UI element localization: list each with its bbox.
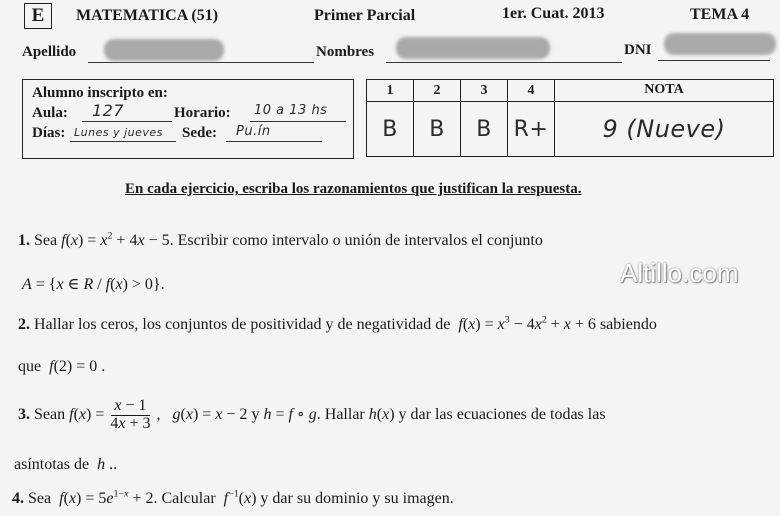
dni-redaction bbox=[664, 33, 776, 55]
exercise-3-text-e: asíntotas de bbox=[14, 456, 90, 473]
grade-header-1: 1 bbox=[367, 80, 414, 102]
exercise-2 bbox=[18, 316, 657, 334]
nombres-line bbox=[386, 62, 622, 63]
exercise-2-text-a: Hallar los ceros, los conjuntos de positividad y de negatividad de bbox=[34, 316, 451, 333]
exercise-1 bbox=[18, 232, 543, 250]
exercise-3-h: h .. bbox=[93, 456, 118, 473]
exercise-2-line-2 bbox=[18, 358, 105, 376]
exercise-4-number: 4. bbox=[12, 490, 24, 507]
dias-line bbox=[70, 141, 176, 142]
exercise-4-text-b: . Calcular bbox=[153, 490, 216, 507]
apellido-label: Apellido bbox=[22, 44, 77, 60]
exercise-3-function-g: g(x) = x − 2 bbox=[172, 405, 248, 423]
exam-name: Primer Parcial bbox=[314, 7, 416, 24]
watermark: Altillo.com bbox=[620, 258, 739, 288]
aula-label: Aula: bbox=[32, 105, 68, 121]
nombres-redaction bbox=[396, 37, 550, 59]
horario-line bbox=[250, 121, 346, 122]
exercise-3-text-c: . Hallar bbox=[316, 405, 365, 423]
nombres-label: Nombres bbox=[316, 44, 375, 60]
exercise-1-set: A = {x ∈ R / f(x) > 0}. bbox=[22, 276, 165, 293]
exercise-2-condition: f(2) = 0 . bbox=[45, 358, 106, 375]
dias-label: Días: bbox=[32, 125, 66, 141]
aula-value: 127 bbox=[92, 101, 125, 120]
exercise-3-text-d: y dar las ecuaciones de todas las bbox=[398, 405, 606, 423]
apellido-line bbox=[88, 62, 314, 63]
nota-value: 9 (Nueve) bbox=[555, 102, 774, 157]
exercise-4-text-c: y dar su dominio y su imagen. bbox=[260, 490, 454, 507]
exercise-2-text-c: que bbox=[18, 358, 42, 375]
exercise-1-function: $f(x) = x^2 + 4x - 5$ bbox=[61, 230, 170, 249]
horario-label: Horario: bbox=[174, 105, 231, 121]
exercise-4-inverse: $f^{-1}(x)$ bbox=[219, 488, 257, 507]
sede-label: Sede: bbox=[182, 125, 217, 141]
grades-table bbox=[366, 79, 774, 157]
sede-line bbox=[226, 141, 322, 142]
grade-value-1: B bbox=[367, 102, 414, 157]
grade-value-2: B bbox=[414, 102, 461, 157]
grade-header-2: 2 bbox=[414, 80, 461, 102]
enrollment-title: Alumno inscripto en: bbox=[32, 85, 168, 101]
exercise-2-function: $f(x) = x^3 - 4x^2 + x + 6$ bbox=[454, 314, 596, 333]
exam-term: 1er. Cuat. 2013 bbox=[502, 5, 605, 22]
exercise-1-text-b: . Escribir como intervalo o unión de intervalos el conjunto bbox=[169, 232, 543, 249]
sede-value: Pu.ín bbox=[236, 124, 271, 139]
apellido-redaction bbox=[104, 39, 224, 61]
aula-line bbox=[82, 121, 172, 122]
subject-title: MATEMATICA (51) bbox=[76, 7, 219, 24]
exercise-3-composition: h = f ∘ g bbox=[263, 405, 317, 423]
exercise-3-line-2 bbox=[14, 456, 117, 474]
instructions: En cada ejercicio, escriba los razonamientos que justifican la respuesta. bbox=[125, 181, 582, 197]
exam-version: TEMA 4 bbox=[690, 6, 750, 23]
exercise-3-text-b: y bbox=[251, 405, 260, 423]
exercise-3-h-of-x: h(x) bbox=[368, 405, 395, 423]
exam-letter-box: E bbox=[24, 3, 52, 29]
exercise-1-number: 1. bbox=[18, 232, 30, 249]
exercise-3-text-a: Sean bbox=[34, 405, 66, 423]
exercise-3 bbox=[18, 398, 606, 433]
exercise-2-text-b: sabiendo bbox=[599, 316, 657, 333]
exercise-2-number: 2. bbox=[18, 316, 30, 333]
nota-header: NOTA bbox=[555, 80, 774, 102]
grade-header-4: 4 bbox=[508, 80, 555, 102]
grade-value-4: R+ bbox=[508, 102, 555, 157]
exercise-4-function: $f(x) = 5e^{1-x} + 2$ bbox=[55, 488, 154, 507]
horario-value: 10 a 13 hs bbox=[254, 103, 328, 118]
grade-value-3: B bbox=[461, 102, 508, 157]
dias-value: Lunes y jueves bbox=[74, 126, 163, 139]
grade-header-3: 3 bbox=[461, 80, 508, 102]
dni-line bbox=[658, 60, 770, 61]
exercise-1-text-a: Sea bbox=[34, 232, 58, 249]
exercise-3-function-f: f(x) = $\frac{x - 1}{4x + 3}$ , bbox=[69, 397, 169, 432]
exercise-3-number: 3. bbox=[18, 405, 30, 423]
dni-label: DNI bbox=[624, 42, 652, 58]
exercise-4-text-a: Sea bbox=[28, 490, 52, 507]
exercise-4 bbox=[12, 490, 454, 508]
